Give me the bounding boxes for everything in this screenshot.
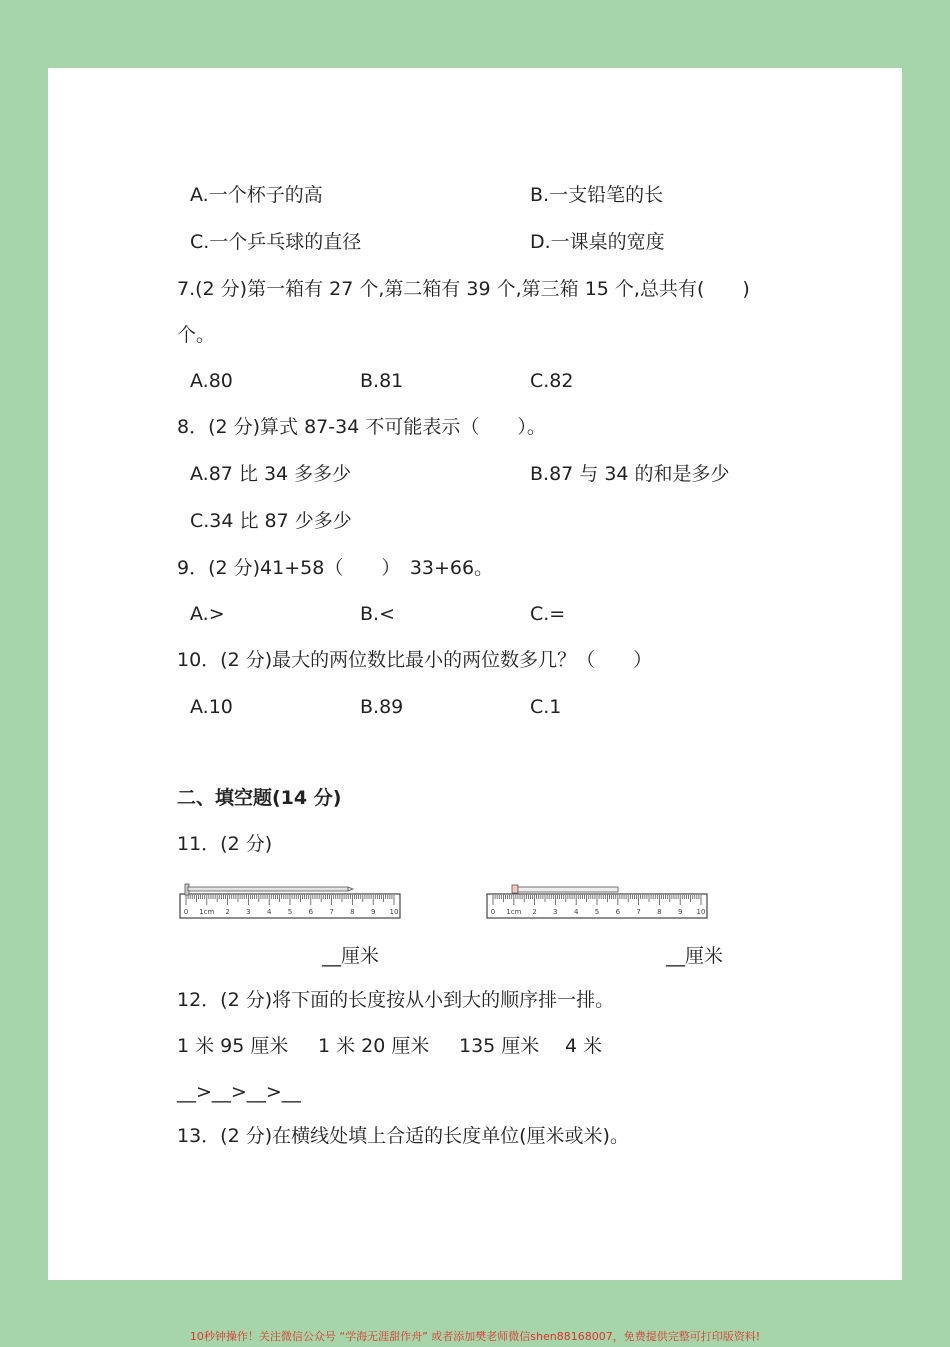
section-title-fill-in: 二、填空题(14 分) [177,787,342,809]
q6-option-b: B.一支铅笔的长 [530,184,664,206]
ruler-label: 0 [490,908,496,916]
ruler-label: 0 [183,908,189,916]
q10-option-c: C.1 [530,696,562,718]
q9-option-a: A.> [190,603,225,625]
ruler-label: 4 [266,908,272,916]
q8-stem: 8．(2 分)算式 87-34 不可能表示（ ）。 [177,416,546,438]
q7-option-c: C.82 [530,370,574,392]
q12-item-1: 1 米 95 厘米 [177,1035,289,1057]
ruler-label: 10 [696,908,706,916]
ruler-label: 7 [329,908,334,916]
q11-answer-blank-1[interactable]: __厘米 [322,945,380,967]
q8-option-c: C.34 比 87 少多少 [190,510,352,532]
ruler-label: 4 [573,908,579,916]
q9-option-b: B.< [360,603,395,625]
q7-stem: 7.(2 分)第一箱有 27 个,第二箱有 39 个,第三箱 15 个,总共有( ) [177,278,750,300]
pencil-body-icon [518,887,618,892]
ruler-label: 3 [553,908,558,916]
q9-option-c: C.= [530,603,566,625]
ruler-label: 5 [287,908,293,916]
ruler-label: 7 [636,908,641,916]
ruler-label: 1cm [506,908,522,916]
ruler-label: 6 [615,908,621,916]
ruler-label: 1cm [199,908,215,916]
q12-item-4: 4 米 [565,1035,603,1057]
q8-option-a: A.87 比 34 多多少 [190,463,352,485]
footer-promo-text: 10秒钟操作！关注微信公众号 “学海无涯甜作舟” 或者添加樊老师微信shen88168007，免费提供完整可打印版资料! [189,1330,761,1343]
q9-stem: 9．(2 分)41+58（ ） 33+66。 [177,557,494,579]
ruler-figure-pencil [485,876,711,924]
ruler-label: 2 [225,908,230,916]
q6-option-c: C.一个乒乓球的直径 [190,231,362,253]
q10-stem: 10．(2 分)最大的两位数比最小的两位数多几？（ ） [177,649,653,671]
pencil-eraser-icon [512,885,518,893]
ruler-label: 8 [657,908,662,916]
q11-stem: 11．(2 分) [177,833,273,855]
q12-item-2: 1 米 20 厘米 [318,1035,430,1057]
nail-tip-icon [348,887,353,891]
q8-option-b: B.87 与 34 的和是多少 [530,463,730,485]
q6-option-d: D.一课桌的宽度 [530,231,665,253]
q7-option-b: B.81 [360,370,404,392]
ruler-label: 3 [246,908,251,916]
q11-answer-blank-2[interactable]: __厘米 [666,945,724,967]
q13-stem: 13．(2 分)在横线处填上合适的长度单位(厘米或米)。 [177,1125,629,1147]
q7-stem-cont: 个。 [177,324,216,346]
ruler-label: 9 [677,908,683,916]
q10-option-b: B.89 [360,696,404,718]
ruler-label: 5 [594,908,600,916]
ruler-label: 10 [389,908,399,916]
ruler-label: 2 [532,908,537,916]
q10-option-a: A.10 [190,696,233,718]
nail-shaft-icon [188,887,348,891]
q6-option-a: A.一个杯子的高 [190,184,323,206]
ruler-label: 6 [308,908,314,916]
ruler-figure-nail [178,876,404,924]
ruler-label: 8 [350,908,355,916]
ruler-label: 9 [370,908,376,916]
q12-answer-line[interactable]: __>__>__>__ [177,1081,301,1103]
q12-stem: 12．(2 分)将下面的长度按从小到大的顺序排一排。 [177,989,615,1011]
q12-item-3: 135 厘米 [459,1035,540,1057]
q7-option-a: A.80 [190,370,233,392]
